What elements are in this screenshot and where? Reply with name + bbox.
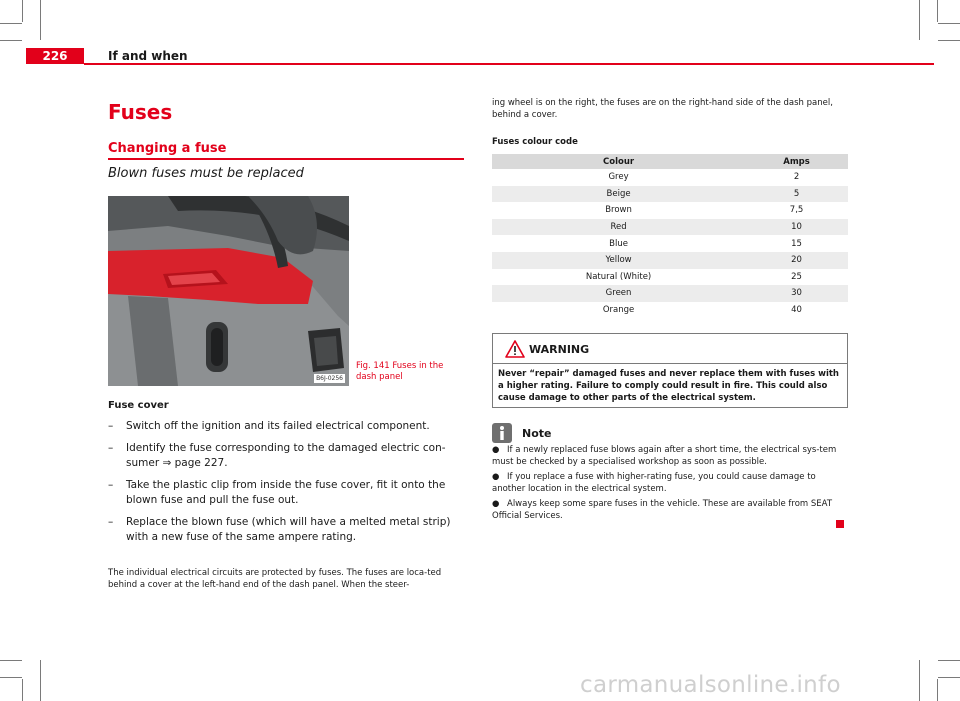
amps-cell: 5 — [745, 186, 848, 203]
colour-cell: Green — [492, 285, 745, 302]
section-title: Fuses — [108, 100, 173, 124]
note-bullet: ● — [492, 499, 500, 509]
note-text: Always keep some spare fuses in the vehicle. These are available from SEAT Official Services. — [492, 499, 833, 521]
crop-mark — [0, 660, 22, 661]
lead-text: Blown fuses must be replaced — [108, 166, 304, 181]
crop-mark — [919, 660, 920, 701]
note-text: If a newly replaced fuse blows again after a short time, the electrical sys-tem must be checked by a specialised workshop as soon as possible. — [492, 445, 837, 467]
table-header-row — [492, 154, 848, 169]
colour-cell: Beige — [492, 186, 745, 203]
step-item — [108, 419, 468, 435]
step-item — [108, 478, 468, 509]
note-item — [492, 445, 848, 468]
note-item — [492, 499, 848, 522]
warning-title: WARNING — [529, 343, 590, 356]
figure-code: B6J-0256 — [316, 375, 343, 382]
crop-mark — [0, 677, 22, 678]
step-list — [108, 419, 468, 552]
crop-mark — [0, 40, 22, 41]
crop-mark — [919, 0, 920, 40]
table-row — [492, 186, 848, 203]
table-row — [492, 235, 848, 252]
warning-text: Never “repair” damaged fuses and never replace them with fuses with a higher rating. Failure to comply could result in fire. This could also cause damage to other parts of the electrical system. — [498, 369, 839, 403]
step-item — [108, 441, 468, 472]
fuse-colour-table — [492, 154, 848, 318]
section-end-marker — [836, 520, 844, 528]
step-text: Replace the blown fuse (which will have a melted metal strip) with a new fuse of the same ampere rating. — [126, 515, 451, 543]
subsection-rule — [108, 158, 464, 160]
crop-mark — [938, 677, 960, 678]
subsection-title: Changing a fuse — [108, 141, 227, 156]
page-header — [26, 48, 934, 64]
step-text: Take the plastic clip from inside the fuse cover, fit it onto the blown fuse and pull the fuse out. — [126, 478, 446, 506]
amps-cell: 2 — [793, 172, 800, 183]
step-dash: – — [108, 441, 114, 454]
colour-cell: Natural (White) — [585, 271, 652, 282]
note-item — [492, 472, 848, 495]
table-title: Fuses colour code — [492, 137, 578, 147]
crop-mark — [40, 0, 41, 40]
amps-cell: 7,5 — [789, 205, 804, 216]
warning-header — [493, 334, 847, 364]
note-bullet: ● — [492, 472, 500, 482]
warning-box — [492, 333, 848, 408]
colour-cell: Brown — [605, 205, 632, 216]
crop-mark — [938, 40, 960, 41]
colour-cell: Yellow — [492, 252, 745, 269]
amps-cell: 20 — [745, 252, 848, 269]
amps-cell: 10 — [745, 219, 848, 236]
colour-cell: Red — [492, 219, 745, 236]
colour-cell: Blue — [609, 238, 628, 249]
crop-mark — [938, 23, 960, 24]
figure-caption: Fig. 141 Fuses in the dash panel — [356, 361, 444, 382]
running-title: If and when — [108, 49, 188, 63]
page-number: 226 — [42, 49, 68, 63]
crop-mark — [22, 0, 23, 22]
block-heading: Fuse cover — [108, 400, 169, 411]
watermark: carmanualsonline.info — [580, 672, 841, 698]
crop-mark — [0, 23, 22, 24]
amps-cell: 25 — [791, 271, 802, 282]
warning-triangle-icon — [505, 340, 525, 358]
crop-mark — [937, 0, 938, 22]
table-row — [492, 202, 848, 219]
colour-cell: Grey — [608, 172, 629, 183]
amps-cell: 40 — [791, 305, 802, 316]
dash-panel-illustration — [108, 196, 349, 386]
note-list — [492, 445, 848, 526]
step-text: Switch off the ignition and its failed electrical component. — [126, 420, 430, 432]
info-icon — [492, 423, 512, 443]
amps-cell: 30 — [745, 285, 848, 302]
table-row — [492, 169, 848, 186]
amps-cell: 15 — [791, 238, 802, 249]
table-row — [492, 269, 848, 286]
step-item — [108, 515, 468, 546]
table-row — [492, 252, 848, 269]
table-row — [492, 285, 848, 302]
body-paragraph: The individual electrical circuits are protected by fuses. The fuses are loca-ted behind a cover at the left-hand end of the dash panel. When the steer- — [108, 568, 442, 590]
crop-mark — [937, 679, 938, 701]
step-dash: – — [108, 515, 114, 528]
note-title: Note — [522, 427, 552, 440]
step-text: Identify the fuse corresponding to the damaged electric con-sumer ⇒ page 227. — [126, 441, 446, 469]
page-number-box — [26, 48, 84, 64]
crop-mark — [938, 660, 960, 661]
step-dash: – — [108, 478, 114, 491]
table-header-colour: Colour — [492, 154, 745, 169]
colour-cell: Orange — [602, 305, 635, 316]
continued-paragraph: ing wheel is on the right, the fuses are on the right-hand side of the dash panel, behind a cover. — [492, 98, 833, 120]
crop-mark — [40, 660, 41, 701]
step-dash: – — [108, 420, 114, 432]
dash-panel-figure — [108, 196, 349, 386]
header-rule — [84, 63, 934, 65]
table-header-amps: Amps — [745, 154, 848, 169]
crop-mark — [22, 679, 23, 701]
note-text: If you replace a fuse with higher-rating fuse, you could cause damage to another location in the electrical system. — [492, 472, 816, 494]
table-row — [492, 219, 848, 236]
note-bullet: ● — [492, 445, 500, 455]
table-row — [492, 302, 848, 319]
